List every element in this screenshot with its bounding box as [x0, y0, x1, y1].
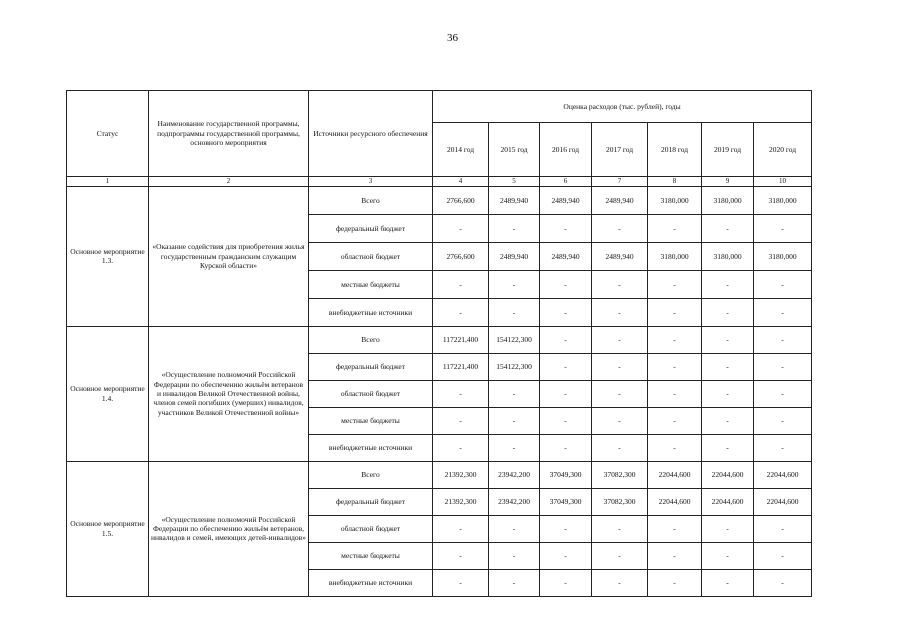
year-header: 2016 год [540, 123, 592, 177]
expense-value-cell: - [433, 542, 489, 569]
expense-value-cell: 37082,300 [592, 488, 648, 515]
funding-source-cell: областной бюджет [309, 380, 433, 407]
expense-value-cell: - [540, 515, 592, 542]
expense-value-cell: - [648, 407, 702, 434]
column-number: 8 [648, 177, 702, 187]
funding-source-cell: Всего [309, 186, 433, 214]
expense-value-cell: - [540, 353, 592, 380]
expense-value-cell: - [754, 380, 812, 407]
funding-source-cell: Всего [309, 326, 433, 353]
expense-value-cell: - [540, 270, 592, 298]
expense-value-cell: - [754, 270, 812, 298]
expense-value-cell: 2489,940 [592, 186, 648, 214]
column-number: 5 [489, 177, 540, 187]
expense-value-cell: 2489,940 [489, 186, 540, 214]
expense-value-cell: - [489, 270, 540, 298]
expense-value-cell: - [592, 542, 648, 569]
expense-value-cell: 2489,940 [592, 242, 648, 270]
header-estimate: Оценка расходов (тыс. рублей), годы [433, 91, 812, 123]
expense-value-cell: - [754, 298, 812, 326]
expense-value-cell: - [702, 270, 754, 298]
funding-source-cell: местные бюджеты [309, 270, 433, 298]
header-row [67, 91, 812, 123]
activity-name-cell: «Оказание содействия для приобретения жилья государственным гражданским служащим Курской области» [149, 186, 309, 326]
expense-value-cell: - [648, 270, 702, 298]
funding-source-cell: областной бюджет [309, 515, 433, 542]
expense-value-cell: - [433, 380, 489, 407]
year-header: 2020 год [754, 123, 812, 177]
table-row [67, 326, 812, 353]
year-header: 2017 год [592, 123, 648, 177]
expense-value-cell: - [702, 569, 754, 596]
expense-value-cell: - [754, 326, 812, 353]
expense-value-cell: - [592, 326, 648, 353]
expense-value-cell: - [648, 542, 702, 569]
expense-value-cell: 22044,600 [702, 461, 754, 488]
expense-value-cell: 22044,600 [648, 488, 702, 515]
expense-value-cell: - [592, 353, 648, 380]
expense-value-cell: - [433, 270, 489, 298]
expense-value-cell: - [540, 214, 592, 242]
expense-value-cell: - [540, 407, 592, 434]
expense-value-cell: - [592, 214, 648, 242]
expense-value-cell: - [540, 380, 592, 407]
funding-source-cell: местные бюджеты [309, 407, 433, 434]
expense-value-cell: - [433, 569, 489, 596]
page-number: 36 [447, 32, 458, 44]
expense-value-cell: - [433, 407, 489, 434]
expense-value-cell: 21392,300 [433, 461, 489, 488]
expense-value-cell: 3180,000 [702, 242, 754, 270]
expense-value-cell: - [592, 515, 648, 542]
activity-name-cell: «Осуществление полномочий Российской Федерации по обеспечению жильём ветеранов и инвалидов Великой Отечественной войны, членов семей погибших (умерших) инвалидов, участников Великой Отечественной войны» [149, 326, 309, 461]
expense-value-cell: - [433, 434, 489, 461]
expense-value-cell: 22044,600 [754, 461, 812, 488]
funding-source-cell: федеральный бюджет [309, 353, 433, 380]
expense-value-cell: - [592, 434, 648, 461]
expense-value-cell: 117221,400 [433, 326, 489, 353]
expense-value-cell: 37082,300 [592, 461, 648, 488]
expense-value-cell: 37049,300 [540, 488, 592, 515]
expense-value-cell: - [702, 380, 754, 407]
expense-value-cell: - [754, 214, 812, 242]
status-cell: Основное мероприятие 1.4. [67, 326, 149, 461]
expense-value-cell: 3180,000 [648, 186, 702, 214]
expense-value-cell: 3180,000 [754, 186, 812, 214]
expense-value-cell: - [592, 298, 648, 326]
expense-value-cell: 2489,940 [540, 242, 592, 270]
expense-value-cell: - [540, 434, 592, 461]
expense-value-cell: 117221,400 [433, 353, 489, 380]
expense-value-cell: - [754, 569, 812, 596]
expense-value-cell: 154122,300 [489, 326, 540, 353]
expense-value-cell: - [702, 434, 754, 461]
expense-value-cell: - [754, 407, 812, 434]
expense-value-cell: 3180,000 [648, 242, 702, 270]
expense-value-cell: - [754, 434, 812, 461]
activity-name-cell: «Осуществление полномочий Российской Федерации по обеспечению жильём ветеранов, инвалидов и семей, имеющих детей-инвалидов» [149, 461, 309, 596]
expense-value-cell: - [702, 515, 754, 542]
column-number: 6 [540, 177, 592, 187]
expense-value-cell: 3180,000 [754, 242, 812, 270]
expense-value-cell: - [754, 353, 812, 380]
table-row [67, 461, 812, 488]
column-number-row [67, 177, 812, 187]
funding-source-cell: Всего [309, 461, 433, 488]
expense-value-cell: - [702, 326, 754, 353]
expense-value-cell: - [592, 380, 648, 407]
expense-value-cell: - [489, 569, 540, 596]
year-header: 2018 год [648, 123, 702, 177]
expense-value-cell: - [540, 298, 592, 326]
expense-value-cell: 21392,300 [433, 488, 489, 515]
header-name: Наименование государственной программы, подпрограммы государственной программы, основного мероприятия [149, 91, 309, 177]
expense-value-cell: - [489, 515, 540, 542]
column-number: 7 [592, 177, 648, 187]
column-number: 4 [433, 177, 489, 187]
column-number: 2 [149, 177, 309, 187]
year-header: 2014 год [433, 123, 489, 177]
expense-value-cell: - [702, 353, 754, 380]
table-row [67, 186, 812, 214]
expense-value-cell: - [540, 542, 592, 569]
expense-value-cell: 37049,300 [540, 461, 592, 488]
column-number: 10 [754, 177, 812, 187]
expense-value-cell: - [489, 434, 540, 461]
funding-source-cell: внебюджетные источники [309, 298, 433, 326]
expense-value-cell: - [540, 569, 592, 596]
expense-value-cell: 2766,600 [433, 242, 489, 270]
expense-value-cell: 2489,940 [489, 242, 540, 270]
column-number: 1 [67, 177, 149, 187]
expense-value-cell: 2489,940 [540, 186, 592, 214]
expense-value-cell: - [489, 298, 540, 326]
expense-value-cell: 154122,300 [489, 353, 540, 380]
expense-value-cell: - [648, 434, 702, 461]
expense-value-cell: - [648, 353, 702, 380]
expense-value-cell: - [702, 407, 754, 434]
year-header: 2019 год [702, 123, 754, 177]
expense-value-cell: 23942,200 [489, 461, 540, 488]
expense-value-cell: - [489, 380, 540, 407]
expense-value-cell: 3180,000 [702, 186, 754, 214]
expense-value-cell: - [648, 380, 702, 407]
funding-source-cell: федеральный бюджет [309, 214, 433, 242]
expense-value-cell: 23942,200 [489, 488, 540, 515]
expense-value-cell: - [754, 515, 812, 542]
expense-value-cell: - [648, 569, 702, 596]
expense-value-cell: - [702, 214, 754, 242]
column-number: 3 [309, 177, 433, 187]
expense-value-cell: - [433, 298, 489, 326]
expense-value-cell: - [489, 407, 540, 434]
funding-source-cell: местные бюджеты [309, 542, 433, 569]
expense-value-cell: - [489, 214, 540, 242]
year-header: 2015 год [489, 123, 540, 177]
expense-value-cell: - [592, 407, 648, 434]
header-status: Статус [67, 91, 149, 177]
expense-value-cell: 22044,600 [648, 461, 702, 488]
expense-value-cell: - [648, 326, 702, 353]
status-cell: Основное мероприятие 1.3. [67, 186, 149, 326]
funding-source-cell: областной бюджет [309, 242, 433, 270]
expense-value-cell: - [540, 326, 592, 353]
expense-value-cell: - [702, 298, 754, 326]
budget-table [66, 90, 812, 597]
expense-value-cell: - [433, 515, 489, 542]
funding-source-cell: внебюджетные источники [309, 569, 433, 596]
expense-value-cell: - [702, 542, 754, 569]
header-sources: Источники ресурсного обеспечения [309, 91, 433, 177]
expense-value-cell: - [754, 542, 812, 569]
column-number: 9 [702, 177, 754, 187]
funding-source-cell: федеральный бюджет [309, 488, 433, 515]
expense-value-cell: - [489, 542, 540, 569]
table-body [67, 186, 812, 596]
expense-value-cell: - [648, 298, 702, 326]
expense-value-cell: - [648, 515, 702, 542]
expense-value-cell: - [648, 214, 702, 242]
funding-source-cell: внебюджетные источники [309, 434, 433, 461]
expense-value-cell: - [433, 214, 489, 242]
expense-value-cell: - [592, 569, 648, 596]
expense-value-cell: 2766,600 [433, 186, 489, 214]
expense-value-cell: 22044,600 [702, 488, 754, 515]
expense-value-cell: - [592, 270, 648, 298]
status-cell: Основное мероприятие 1.5. [67, 461, 149, 596]
expense-value-cell: 22044,600 [754, 488, 812, 515]
